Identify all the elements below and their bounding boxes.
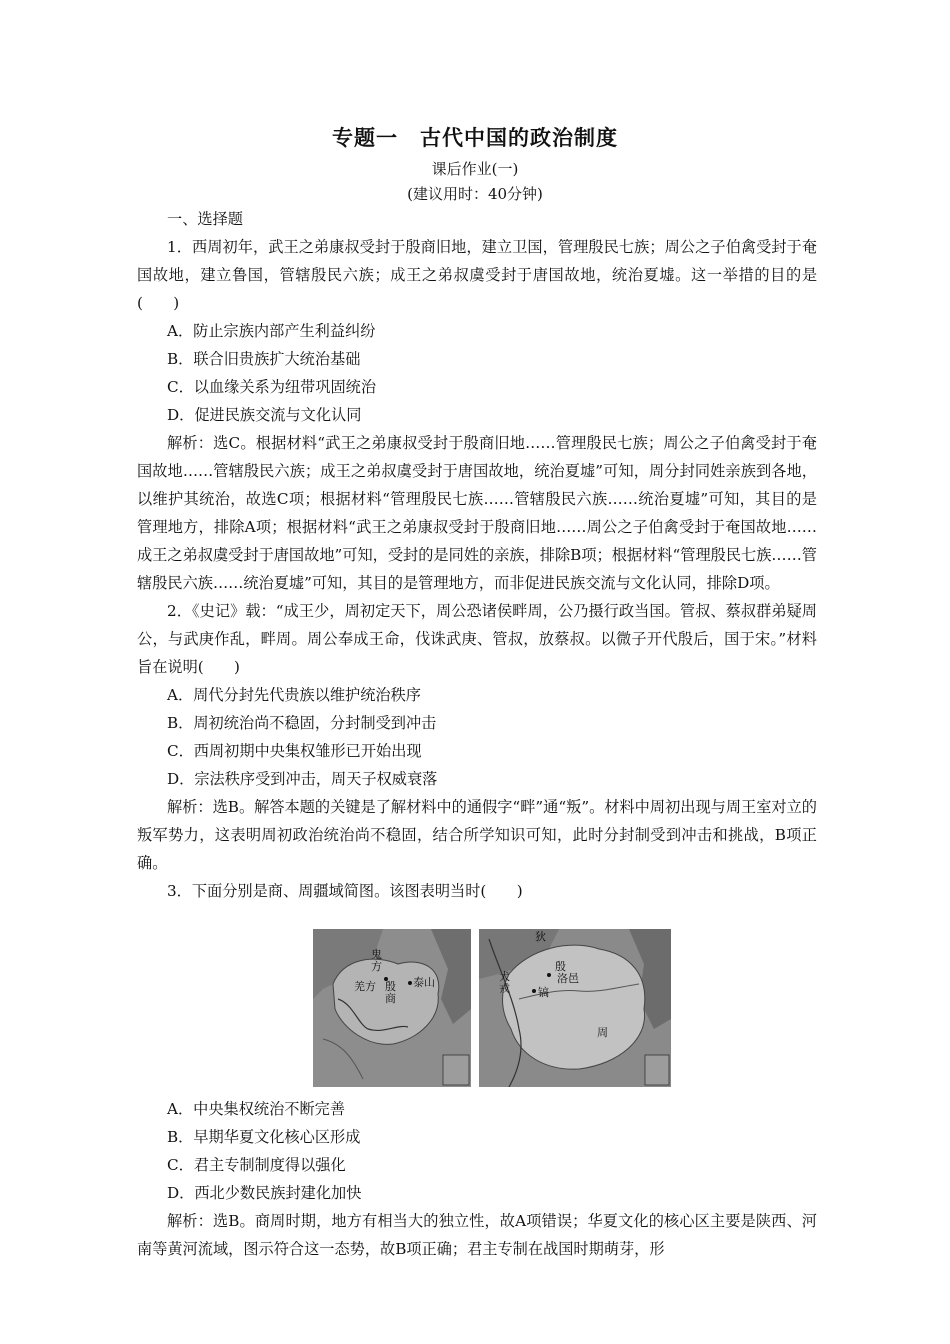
section-q3: [137, 1095, 817, 1263]
question-3-analysis: 解析：选B。商周时期，地方有相当大的独立性，故A项错误；华夏文化的核心区主要是陕西、河南等黄河流域，图示符合这一态势，故B项正确；君主专制在战国时期萌芽，形: [137, 1212, 817, 1258]
page-title: 专题一 古代中国的政治制度: [332, 125, 618, 150]
page-subtitle: 课后作业(一): [431, 160, 519, 178]
section-heading: 一、选择题: [167, 210, 243, 228]
question-3-option-a: A．中央集权统治不断完善: [167, 1100, 346, 1118]
question-1-option-c: C．以血缘关系为纽带巩固统治: [167, 378, 377, 396]
zhou-territory-map: [479, 929, 671, 1087]
question-1-option-b: B．联合旧贵族扩大统治基础: [167, 350, 361, 368]
map-label-yinshang: 殷商: [385, 980, 396, 1005]
shang-map-graphic: [313, 929, 471, 1087]
question-2-option-a: A．周代分封先代贵族以维护统治秩序: [167, 686, 421, 704]
question-3-stem: 3．下面分别是商、周疆域简图。该图表明当时( ): [167, 882, 523, 900]
map-label-qiangfang: 羌方: [354, 980, 376, 993]
question-3-option-d: D．西北少数民族封建化加快: [167, 1184, 362, 1202]
question-3-option-b: B．早期华夏文化核心区形成: [167, 1128, 361, 1146]
question-1-option-d: D．促进民族交流与文化认同: [167, 406, 362, 424]
map-label-yin: 殷: [555, 960, 566, 973]
map-label-di: 狄: [535, 930, 546, 943]
question-2-option-b: B．周初统治尚不稳固，分封制受到冲击: [167, 714, 437, 732]
question-2-stem: 2．《史记》载：“成王少，周初定天下，周公恐诸侯畔周，公乃摄行政当国。管叔、蔡叔群弟疑周公，与武庚作乱，畔周。周公奉成王命，伐诛武庚、管叔，放蔡叔。以微子开代殷后，国于宋。”材料旨在说明( ): [137, 602, 817, 676]
question-3-option-c: C．君主专制制度得以强化: [167, 1156, 346, 1174]
question-1-analysis: 解析：选C。根据材料“武王之弟康叔受封于殷商旧地……管理殷民七族；周公之子伯禽受封于奄国故地……管辖殷民六族；成王之弟叔虞受封于唐国故地，统治夏墟”可知，周分封同姓亲族到各地，以维护其统治，故选C项；根据材料“管理殷民七族……管辖殷民六族……统治夏墟”可知，其目的是管理地方，排除A项；根据材料“武王之弟康叔受封于殷商旧地……周公之子伯禽受封于奄国故地……成王之弟叔虞受封于唐国故地”可知，受封的是同姓的亲族，排除B项；根据材料“管理殷民七族……管辖殷民六族……统治夏墟”可知，其目的是管理地方，而非促进民族交流与文化认同，排除D项。: [137, 434, 817, 592]
section-q1-q2: [137, 205, 817, 905]
zhou-map-graphic: [479, 929, 671, 1087]
map-label-luoyi: 洛邑: [557, 972, 579, 985]
question-2-option-c: C．西周初期中央集权雏形已开始出现: [167, 742, 422, 760]
map-label-zhou: 周: [597, 1026, 608, 1039]
question-1-option-a: A．防止宗族内部产生利益纠纷: [167, 322, 376, 340]
question-3-maps: [313, 929, 671, 1087]
time-hint: (建议用时：40分钟): [407, 185, 543, 203]
question-2-option-d: D．宗法秩序受到冲击，周天子权威衰落: [167, 770, 438, 788]
map-label-hao: 镐: [538, 986, 549, 999]
shang-territory-map: [313, 929, 471, 1087]
map-label-quanrong: 犬戎: [499, 970, 510, 995]
question-1-stem: 1．西周初年，武王之弟康叔受封于殷商旧地，建立卫国，管理殷民七族；周公之子伯禽受封于奄国故地，建立鲁国，管辖殷民六族；成王之弟叔虞受封于唐国故地，统治夏墟。这一举措的目的是( ): [137, 238, 817, 312]
map-label-taishan: 泰山: [413, 976, 435, 989]
map-label-guifang: 鬼方: [371, 948, 382, 973]
question-2-analysis: 解析：选B。解答本题的关键是了解材料中的通假字“畔”通“叛”。材料中周初出现与周王室对立的叛军势力，这表明周初政治统治尚不稳固，结合所学知识可知，此时分封制受到冲击和挑战，B项正确。: [137, 798, 817, 872]
